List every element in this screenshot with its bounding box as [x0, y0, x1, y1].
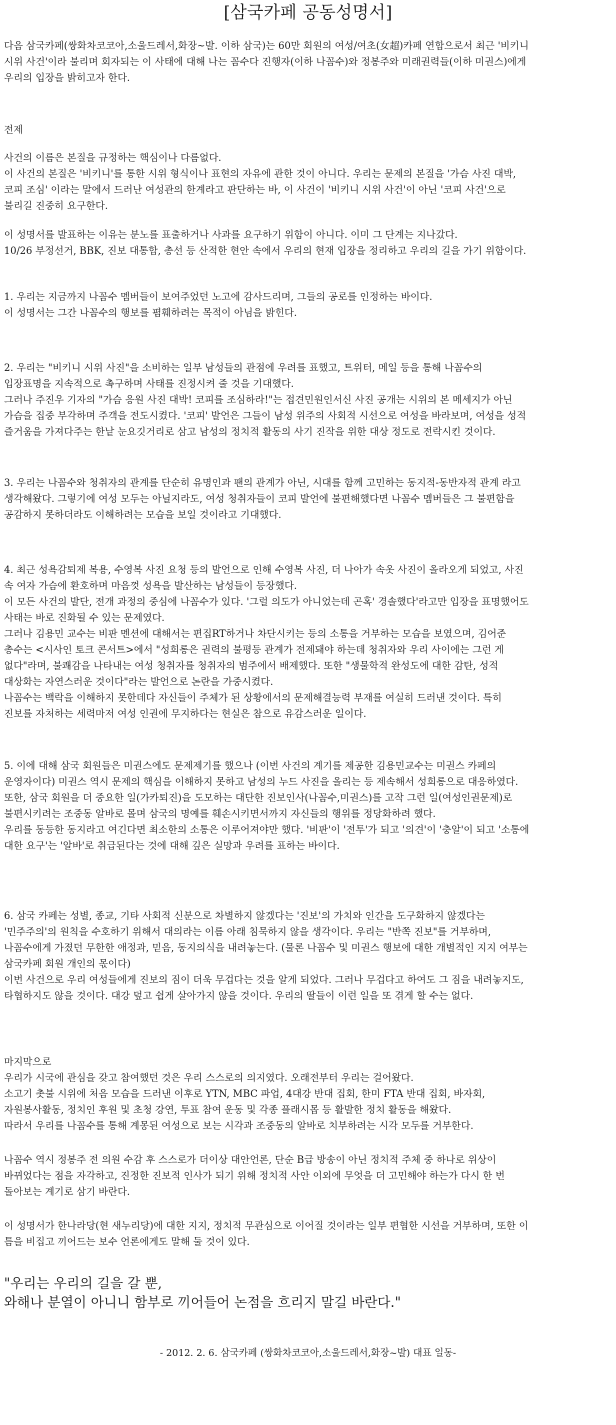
point-1-paragraph: 1. 우리는 지금까지 나꼼수 멤버들이 보여주었던 노고에 감사드리며, 그들의 공로를 인정하는 바이다. 이 성명서는 그간 나꼼수의 행보를 폄훼하려는 목적이 아님을 밝힌다. [4, 292, 433, 319]
signature-line: - 2012. 2. 6. 삼국카페 (쌍화차코코아,소울드레서,화장~발) 대표 일동- [159, 1348, 457, 1359]
nakkomsu-paragraph: 나꼼수 역시 정봉주 전 의원 수감 후 스스로가 더이상 대안언론, 단순 B급 방송이 아닌 정치적 주체 중 하나로 위상이 바뀌었다는 점을 자각하고, 진정한 진보적 인사가 되기 위해 정치적 사안 이외에 무엇을 더 고민해야 하는가 다시 한 번 돌아보는 계기로 삼기 바란다. [4, 1155, 505, 1198]
closing-quote: "우리는 우리의 길을 갈 뿐, 와해나 분열이 아니니 함부로 끼어들어 논점을 흐리지 말길 바란다." [4, 1276, 401, 1311]
premise-heading: 전제 [4, 125, 23, 136]
intro-paragraph: 다음 삼국카페(쌍화차코코아,소울드레서,화장~발. 이하 삼국)는 60만 회원의 여성/여초(女超)카페 연합으로서 최근 '비키니 시위 사건'이라 불리며 회자되는 이 사태에 대해 나는 꼼수다 진행자(이하 나꼼수)와 정봉주와 미래권력들(이하 미권스)에게 우리의 입장을 밝히고자 한다. [4, 41, 529, 84]
finally-heading: 마지막으로 [4, 1057, 52, 1068]
finally-paragraph: 우리가 시국에 관심을 갖고 참여했던 것은 우리 스스로의 의지였다. 오래전부터 우리는 걸어왔다. 소고기 촛불 시위에 처음 모습을 드러낸 이후로 YTN, MBC 파업, 4대강 반대 집회, 한미 FTA 반대 집회, 바자회, 자원봉사활동, 정치인 후원 및 초청 강연, 투표 참여 운동 및 각종 플래시몹 등 활발한 정치 활동을 해왔다. 따라서 우리를 나꼼수를 통해 계몽된 여성으로 보는 시각과 조중동의 알바로 치부하려는 시각 모두를 거부한다. [4, 1073, 486, 1132]
point-3-paragraph: 3. 우리는 나꼼수와 청취자의 관계를 단순히 유명인과 팬의 관계가 아닌, 시대를 함께 고민하는 동지적-동반자적 관계 라고 생각해왔다. 그렇기에 여성 모두는 아닐지라도, 여성 청취자들이 코피 발언에 불편해했다면 나꼼수 멤버들은 그 불편함을 공감하지 못하더라도 이해하려는 모습을 보일 것이라고 기대했다. [4, 478, 521, 521]
point-4-paragraph: 4. 최근 성욕감퇴제 복용, 수영복 사진 요청 등의 발언으로 인해 수영복 사진, 더 나아가 속옷 사진이 올라오게 되었고, 사진 속 여자 가슴에 환호하며 마음껏 성욕을 발산하는 남성들이 등장했다. 이 모든 사건의 발단, 전개 과정의 중심에 나꼼수가 있다. '그럴 의도가 아니었는데 곤혹' 경솔했다'라고만 입장을 표명했어도 사태는 바로 진화될 수 있는 문제였다. 그러나 김용민 교수는 비판 멘션에 대해서는 편집RT하거나 차단시키는 등의 소통을 거부하는 모습을 보였으며, 김어준 총수는 <시사인 토크 콘서트>에서 "성희롱은 권력의 불평등 관계가 전제돼야 하는데 청취자와 우리 사이에는 그런 게 없다"라며, 불쾌감을 나타내는 여성 청취자를 청취자의 범주에서 배제했다. 또한 "생물학적 완성도에 대한 감탄, 성적 대상화는 자연스러운 것이다"라는 발언으로 논란을 가중시켰다. 나꼼수는 백락을 이해하지 못한데다 자신들이 주체가 된 상황에서의 문제해결능력 부재를 여실히 드러낸 것이다. 특히 진보를 자처하는 세력마저 여성 인권에 무지하다는 현실은 참으로 유감스러운 일이다. [4, 565, 529, 720]
media-paragraph: 이 성명서가 한나라당(현 새누리당)에 대한 지지, 정치적 무관심으로 이어질 것이라는 일부 편협한 시선을 거부하며, 또한 이 틈을 비집고 끼어드는 보수 언론에게도 말해 둘 것이 있다. [4, 1221, 529, 1248]
point-6-paragraph: 6. 삼국 카페는 성별, 종교, 기타 사회적 신분으로 차별하지 않겠다는 '진보'의 가치와 인간을 도구화하지 않겠다는 '민주주의'의 원칙을 수호하기 위해서 대의라는 이름 아래 침묵하지 않을 생각이다. 우리는 "반쪽 진보"를 거부하며, 나꼼수에게 가졌던 무한한 애정과, 믿음, 동지의식을 내려놓는다. (물론 나꼼수 및 미권스 행보에 대한 개별적인 지지 여부는 삼국카페 회원 개인의 몫이다) 이번 사건으로 우리 여성들에게 진보의 짐이 더욱 무겁다는 것을 알게 되었다. 그러나 무겁다고 하여도 그 짐을 내려놓지도, 타협하지도 않을 것이다. 대강 덮고 쉽게 살아가지 않을 것이다. 우리의 딸들이 이런 일을 또 겪게 할 수는 없다. [4, 911, 528, 1002]
premise-paragraph: 사건의 이름은 본질을 규정하는 핵심이나 다름없다. 이 사건의 본질은 '비키니'를 통한 시위 형식이나 표현의 자유에 관한 것이 아니다. 우리는 문제의 본질을 '가슴 사진 대박, 코피 조심' 이라는 말에서 드러난 여성관의 한계라고 판단하는 바, 이 사건이 '비키니 시위 사건'이 아닌 '코피 사건'으로 불리길 진중히 요구한다. [4, 153, 517, 212]
purpose-paragraph: 이 성명서를 발표하는 이유는 분노를 표출하거나 사과를 요구하기 위함이 아니다. 이미 그 단계는 지나갔다. 10/26 부정선거, BBK, 진보 대통합, 총선 등 산적한 현안 속에서 우리의 현재 입장을 정리하고 우리의 길을 가기 위함이다. [4, 230, 527, 257]
point-5-paragraph: 5. 이에 대해 삼국 회원들은 미권스에도 문제제기를 했으나 (이번 사건의 계기를 제공한 김용민교수는 미권스 카페의 운영자이다) 미권스 역시 문제의 핵심을 이해하지 못하고 남성의 누드 사진을 올리는 등 제속해서 성희롱으로 대응하였다. 또한, 삼국 회원을 더 중요한 일(가카퇴진)을 도모하는 대단한 진보인사(나꼼수,미권스)를 고작 그런 일(여성인권문제)로 불편시키려는 조중동 알바로 몰며 삼국의 명예를 훼손시키면서까지 자신들의 행위를 정당화하려 했다. 우리를 동등한 동지라고 여긴다면 최소한의 소통은 이루어져야만 했다. '비판'이 '전투'가 되고 '의견'이 '충알'이 되고 '소통에 대한 요구'는 '알바'로 취급된다는 것에 대해 깊은 실망과 우려를 표하는 바이다. [4, 761, 530, 852]
point-2-paragraph: 2. 우리는 "비키니 시위 사진"을 소비하는 일부 남성들의 관점에 우려를 표했고, 트위터, 메일 등을 통해 나꼼수의 입장표명을 지속적으로 촉구하며 사태를 진정시켜 줄 것을 기대했다. 그러나 주진우 기자의 "가슴 응원 사진 대박! 코피를 조심하라!"는 접견민원인서신 사진 공개는 시위의 본 메세지가 아닌 가슴을 집중 부각하며 주객을 전도시켰다. '코피' 발언은 그들이 남성 위주의 사회적 시선으로 여성을 바라보며, 여성을 성적 즐거움을 가져다주는 한낱 눈요깃거리로 삼고 남성의 정치적 활동의 사기 진작을 위한 대상 정도로 전락시킨 것이다. [4, 363, 527, 438]
page-title: [삼국카페 공동성명서] [223, 3, 393, 23]
